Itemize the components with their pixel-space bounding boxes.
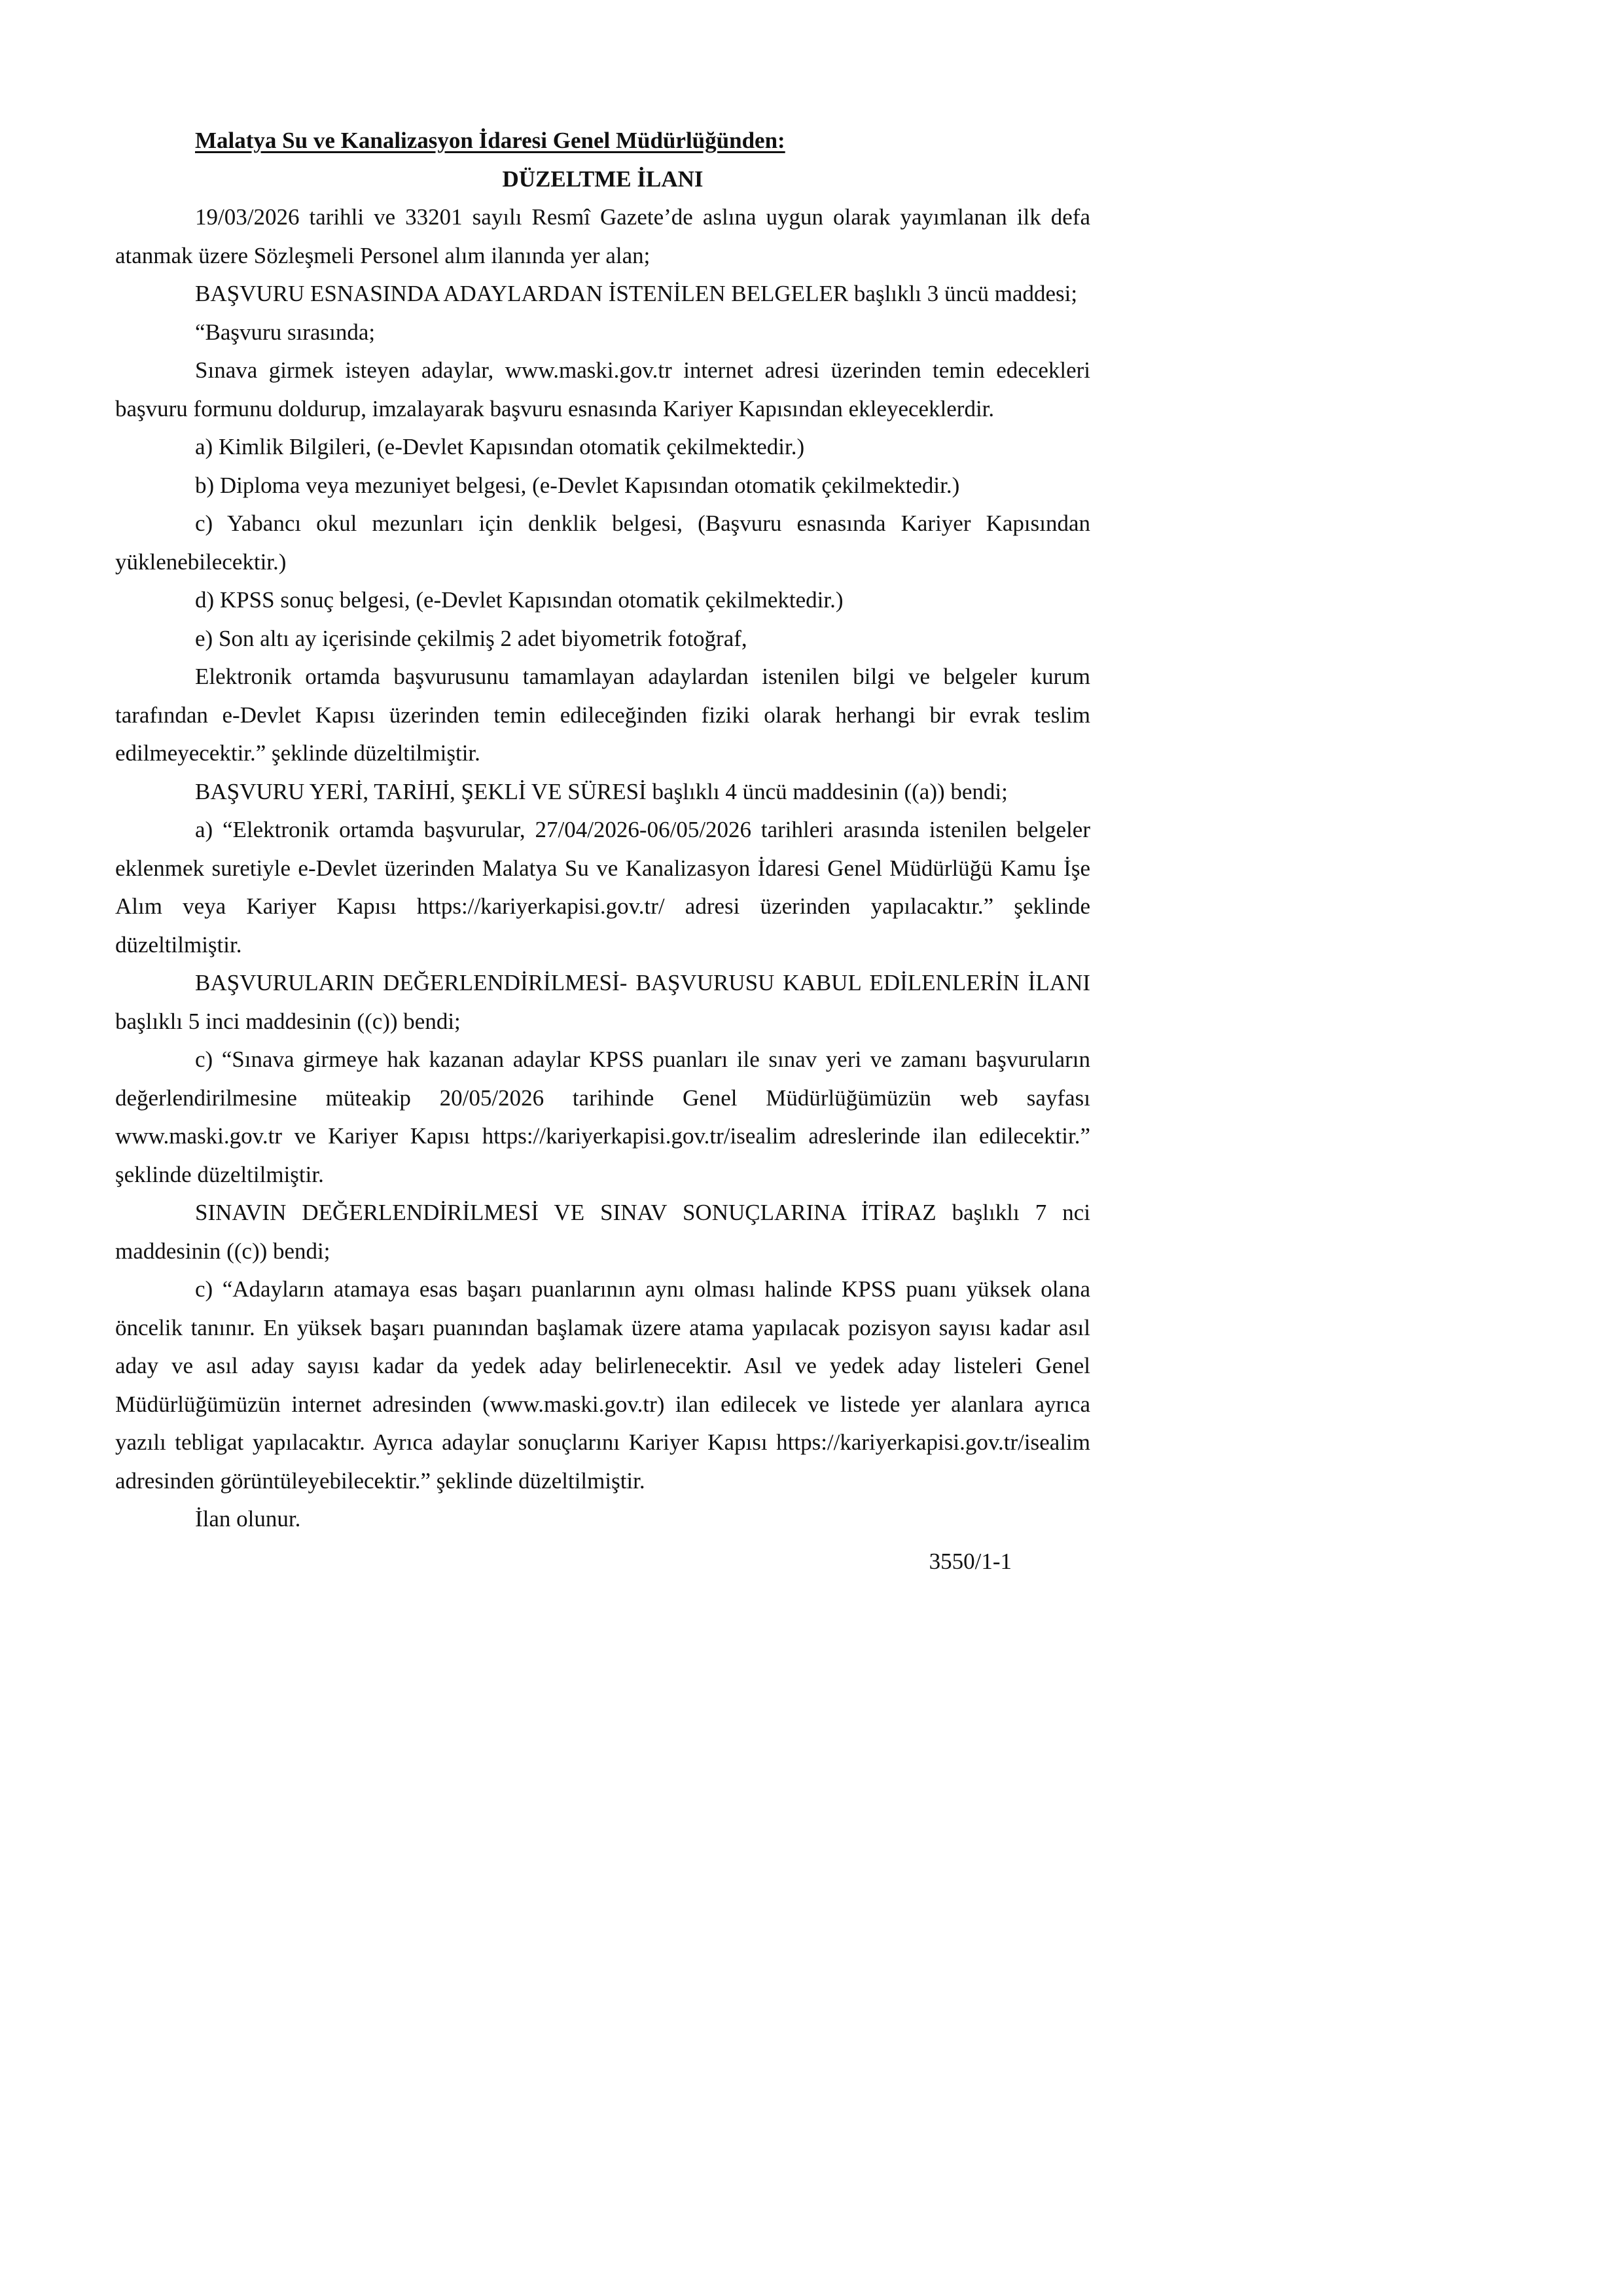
article-7-clause-c: c) “Adayların atamaya esas başarı puanlarının aynı olması halinde KPSS puanı yüksek olana öncelik tanınır. En yüksek başarı puanından başlamak üzere atama yapılacak pozisyon sayısı kadar asıl aday ve asıl aday sayısı kadar da yedek aday belirlenecektir. Asıl ve yedek aday listeleri Genel Müdürlüğümüzün internet adresinden (www.maski.gov.tr) ilan edilecek ve listede yer alanlara ayrıca yazılı tebligat yapılacaktır. Ayrıca adaylar sonuçlarını Kariyer Kapısı https://kariyerkapisi.gov.tr/isealim adresinden görüntüleyebilecektir.” şeklinde düzeltilmiştir.: [115, 1276, 1090, 1494]
intro-paragraph: 19/03/2026 tarihli ve 33201 sayılı Resmî Gazete’de aslına uygun olarak yayımlanan ilk defa atanmak üzere Sözleşmeli Personel alım ilanında yer alan;: [115, 204, 1090, 268]
closing-statement: İlan olunur.: [195, 1506, 301, 1532]
list-item-c: c) Yabancı okul mezunları için denklik belgesi, (Başvuru esnasında Kariyer Kapısından yüklenebilecektir.): [115, 511, 1090, 575]
list-item-e: e) Son altı ay içerisinde çekilmiş 2 adet biyometrik fotoğraf,: [195, 625, 747, 651]
article-4-heading: BAŞVURU YERİ, TARİHİ, ŞEKLİ VE SÜRESİ başlıklı 4 üncü maddesinin ((a)) bendi;: [195, 778, 1008, 804]
article-4-clause-a: a) “Elektronik ortamda başvurular, 27/04/2026-06/05/2026 tarihleri arasında istenilen belgeler eklenmek suretiyle e-Devlet üzerinden Malatya Su ve Kanalizasyon İdaresi Genel Müdürlüğü Kamu İşe Alım veya Kariyer Kapısı https://kariyerkapisi.gov.tr/ adresi üzerinden yapılacaktır.” şeklinde düzeltilmiştir.: [115, 817, 1090, 958]
list-item-d: d) KPSS sonuç belgesi, (e-Devlet Kapısından otomatik çekilmektedir.): [195, 587, 844, 613]
application-form-paragraph: Sınava girmek isteyen adaylar, www.maski.gov.tr internet adresi üzerinden temin edecekleri başvuru formunu doldurup, imzalayarak başvuru esnasında Kariyer Kapısından ekleyeceklerdir.: [115, 357, 1090, 422]
document-page: [115, 122, 1090, 1581]
announcement-reference-code: 3550/1-1: [929, 1548, 1012, 1574]
article-3-heading: BAŞVURU ESNASINDA ADAYLARDAN İSTENİLEN BELGELER başlıklı 3 üncü maddesi;: [195, 281, 1078, 306]
issuing-institution-header: Malatya Su ve Kanalizasyon İdaresi Genel Müdürlüğünden:: [195, 128, 785, 153]
document-title: DÜZELTME İLANI: [502, 166, 704, 192]
list-item-a: a) Kimlik Bilgileri, (e-Devlet Kapısından otomatik çekilmektedir.): [195, 434, 805, 459]
electronic-application-paragraph: Elektronik ortamda başvurusunu tamamlayan adaylardan istenilen bilgi ve belgeler kurum tarafından e-Devlet Kapısı üzerinden temin edileceğinden fiziki olarak herhangi bir evrak teslim edilmeyecektir.” şeklinde düzeltilmiştir.: [115, 664, 1090, 766]
article-5-heading: BAŞVURULARIN DEĞERLENDİRİLMESİ- BAŞVURUSU KABUL EDİLENLERİN İLANI başlıklı 5 inci maddesinin ((c)) bendi;: [115, 970, 1090, 1034]
quote-start-paragraph: “Başvuru sırasında;: [195, 319, 376, 345]
list-item-b: b) Diploma veya mezuniyet belgesi, (e-Devlet Kapısından otomatik çekilmektedir.): [195, 472, 960, 498]
article-5-clause-c: c) “Sınava girmeye hak kazanan adaylar KPSS puanları ile sınav yeri ve zamanı başvuruların değerlendirilmesine müteakip 20/05/2026 tarihinde Genel Müdürlüğümüzün web sayfası www.maski.gov.tr ve Kariyer Kapısı https://kariyerkapisi.gov.tr/isealim adreslerinde ilan edilecektir.” şeklinde düzeltilmiştir.: [115, 1047, 1090, 1187]
article-7-heading: SINAVIN DEĞERLENDİRİLMESİ VE SINAV SONUÇLARINA İTİRAZ başlıklı 7 nci maddesinin ((c)) bendi;: [115, 1200, 1090, 1264]
